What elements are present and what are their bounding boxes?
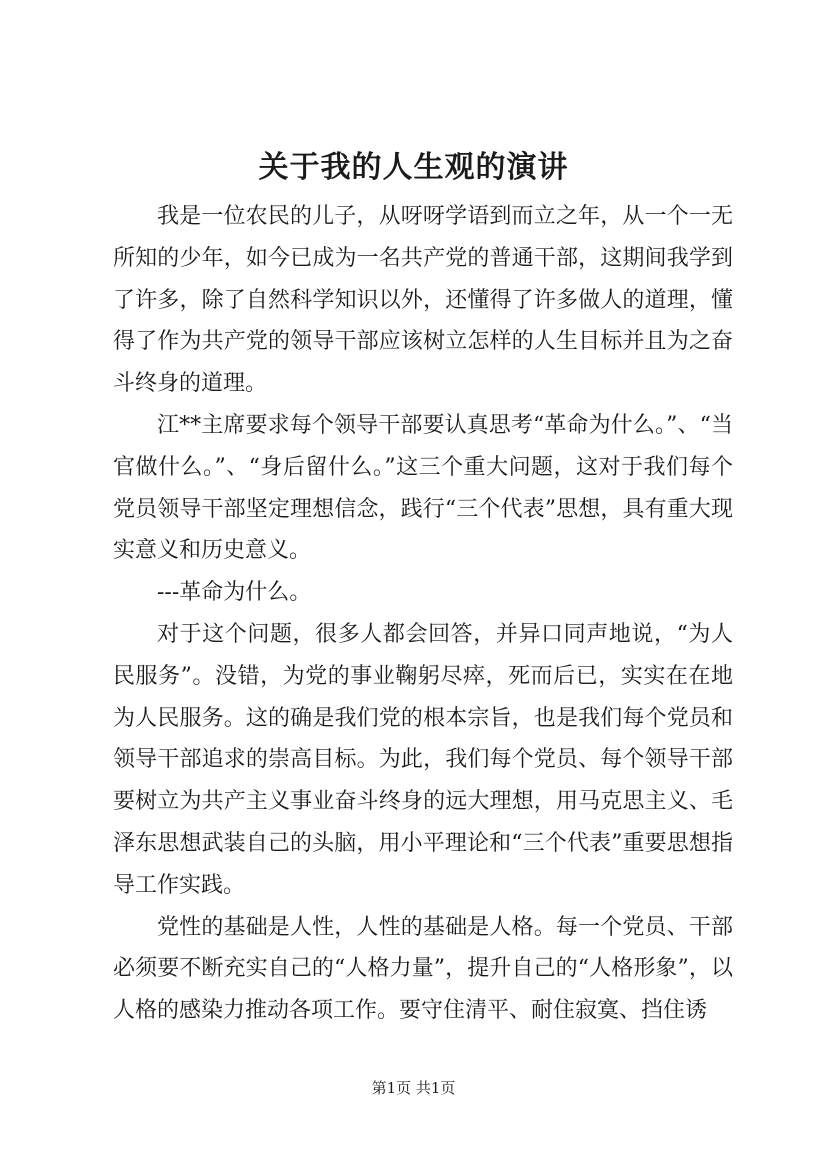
document-title: 关于我的人生观的演讲 bbox=[258, 150, 569, 185]
paragraph: 我是一位农民的儿子，从呀呀学语到而立之年，从一个一无所知的少年，如今已成为一名共产党的普通干部，这期间我学到了许多，除了自然科学知识以外，还懂得了许多做人的道理，懂得了作为共产党的领导干部应该树立怎样的人生目标并且为之奋斗终身的道理。 bbox=[113, 204, 733, 397]
paragraph: 江**主席要求每个领导干部要认真思考“革命为什么。”、“当官做什么。”、“身后留什么。”这三个重大问题，这对于我们每个党员领导干部坚定理想信念，践行“三个代表”思想，具有重大现实意义和历史意义。 bbox=[113, 412, 733, 564]
document-body bbox=[113, 196, 733, 1032]
paragraph: ---革命为什么。 bbox=[157, 580, 312, 606]
paragraph: 对于这个问题，很多人都会回答，并异口同声地说，“为人民服务”。没错，为党的事业鞠躬尽瘁，死而后已，实实在在地为人民服务。这的确是我们党的根本宗旨，也是我们每个党员和领导干部追求的崇高目标。为此，我们每个党员、每个领导干部要树立为共产主义事业奋斗终身的远大理想，用马克思主义、毛泽东思想武装自己的头脑，用小平理论和“三个代表”重要思想指导工作实践。 bbox=[113, 621, 733, 898]
paragraph: 党性的基础是人性，人性的基础是人格。每一个党员、干部必须要不断充实自己的“人格力量”，提升自己的“人格形象”，以人格的感染力推动各项工作。要守住清平、耐住寂寞、挡住诱 bbox=[113, 914, 733, 1024]
page-footer: 第1页 共1页 bbox=[371, 1079, 456, 1097]
